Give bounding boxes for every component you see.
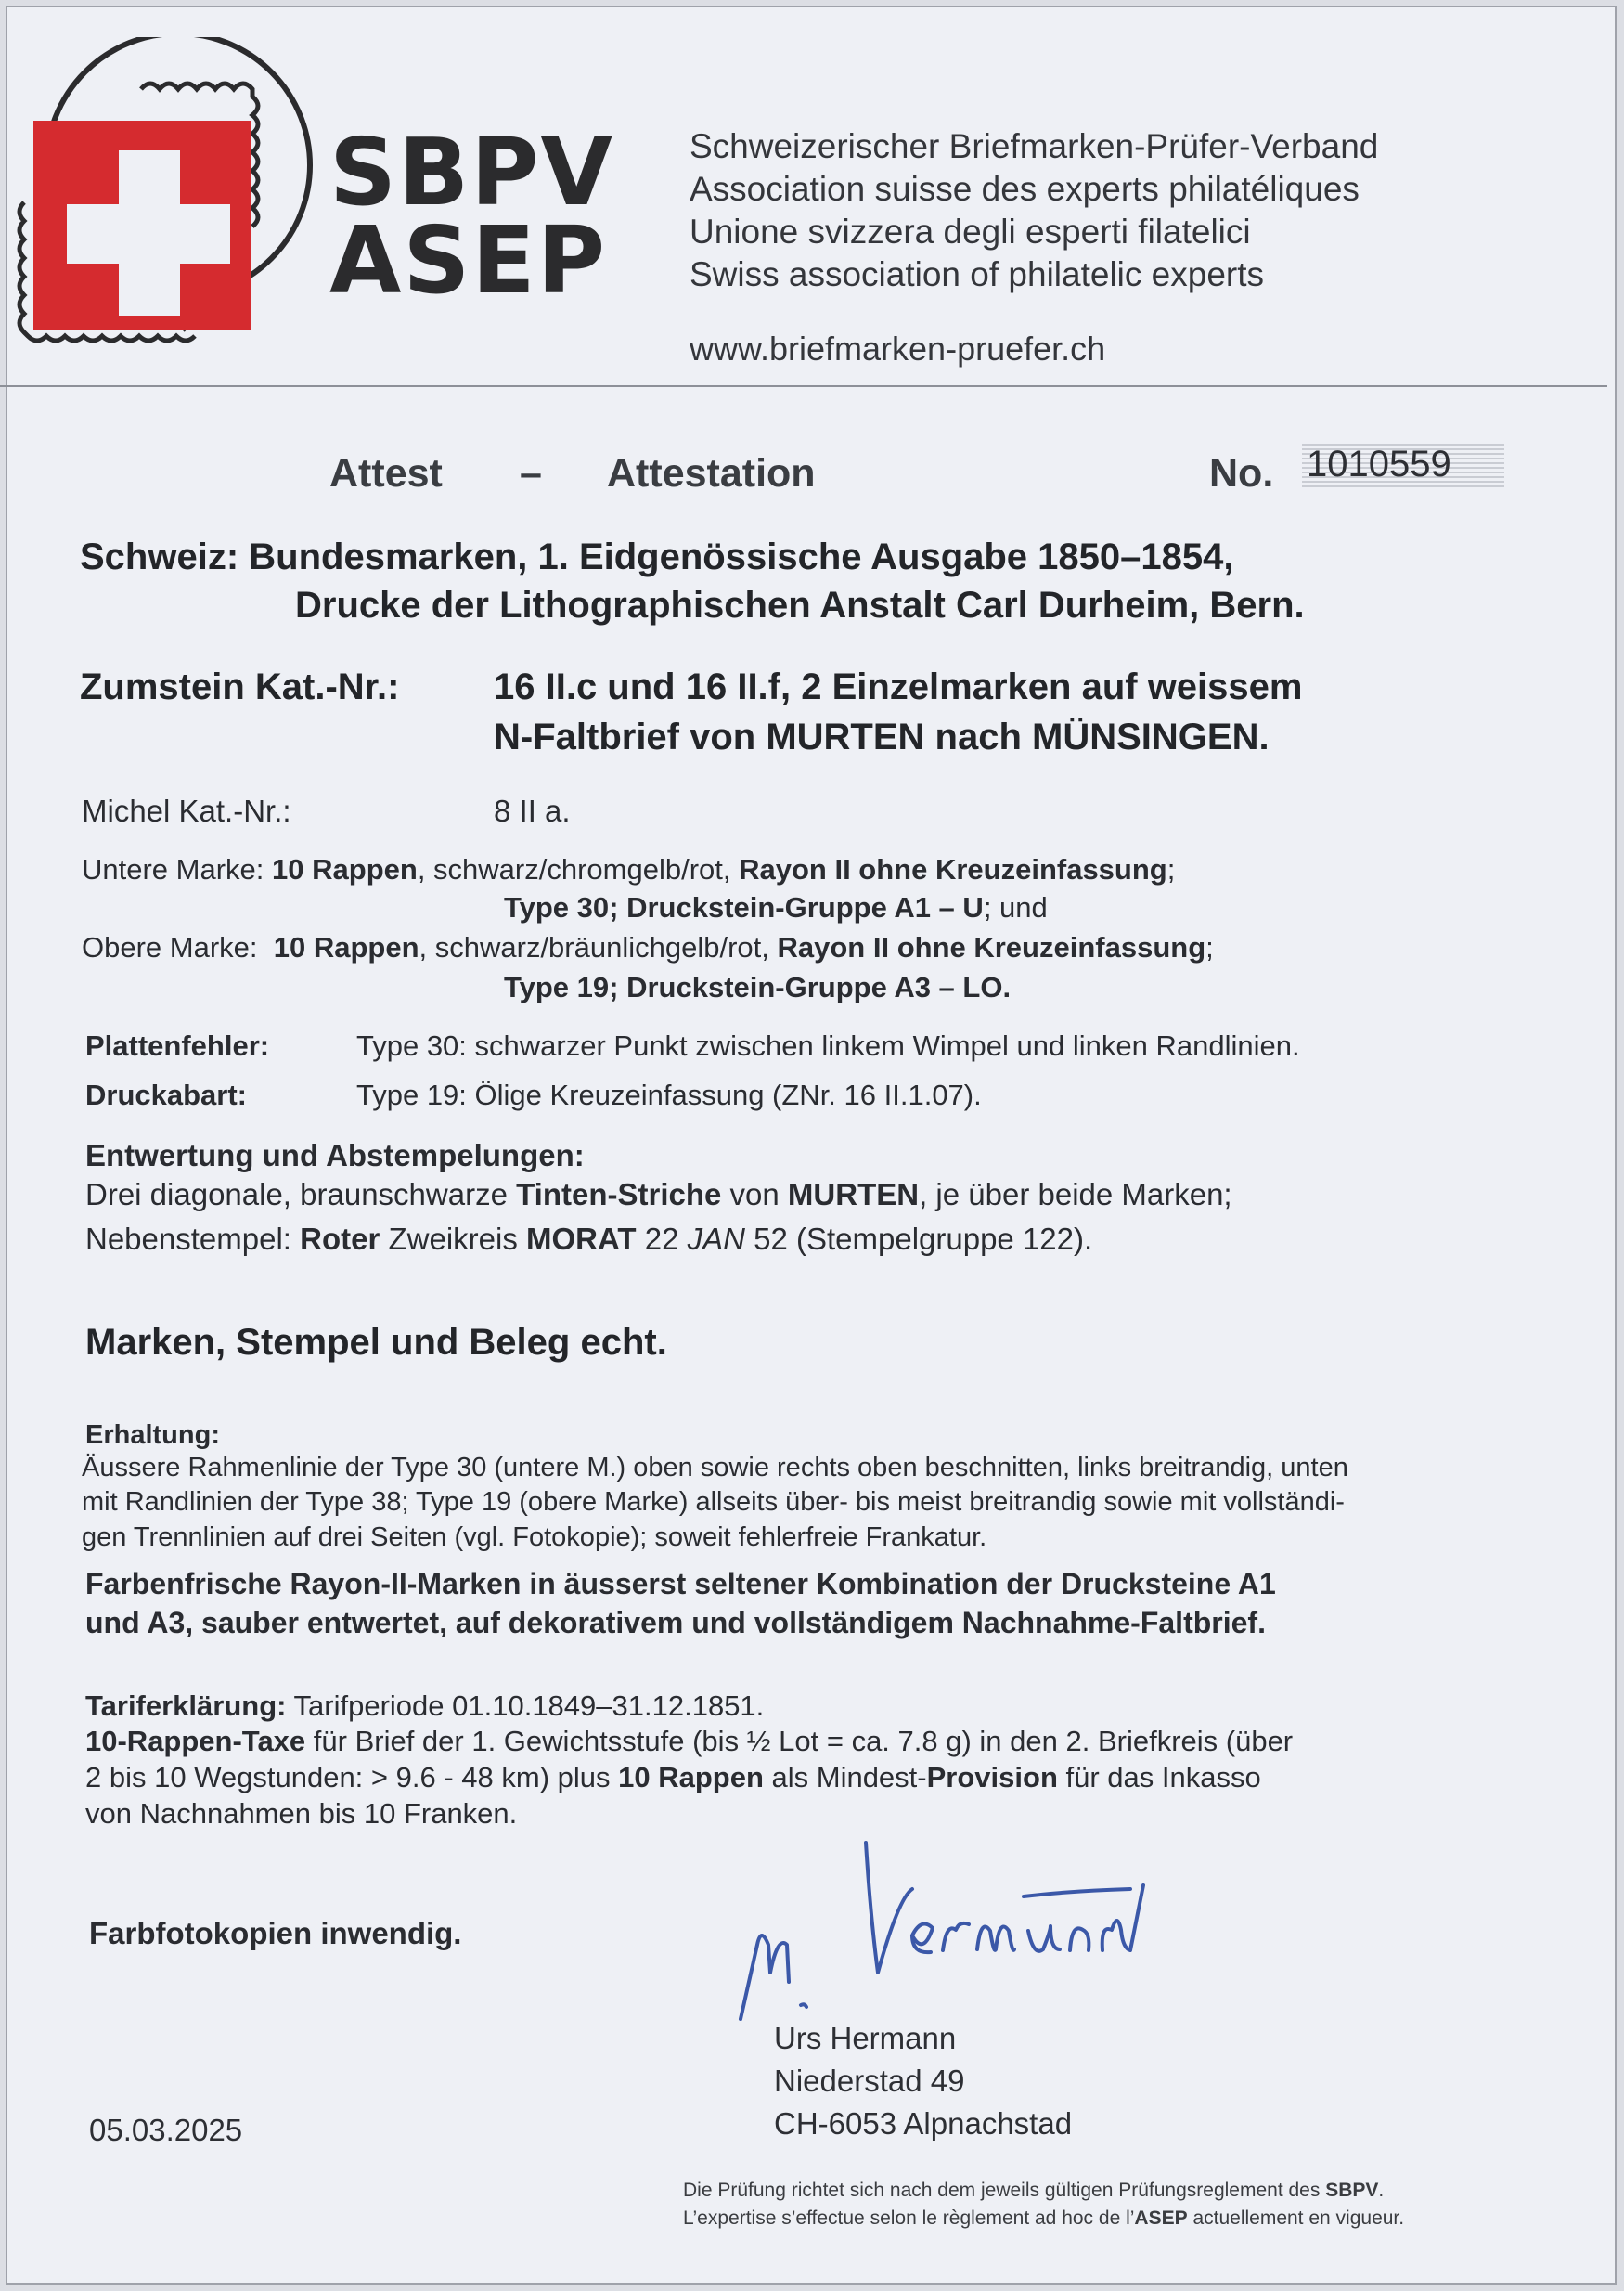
entwertung-title: Entwertung und Abstempelungen: — [85, 1138, 585, 1172]
handwritten-signature — [713, 1833, 1270, 2028]
untere-type-line — [504, 891, 1048, 925]
tarif-l3b: 10 Rappen — [618, 1761, 764, 1793]
tarif-line-2 — [85, 1725, 1293, 1758]
druckabart-value: Type 19: Ölige Kreuzeinfassung (ZNr. 16 II.1.07). — [356, 1079, 982, 1111]
entwertung-l2c: Zweikreis — [380, 1222, 527, 1256]
obere-marke-line — [82, 931, 1214, 964]
obere-label: Obere Marke: — [82, 931, 258, 964]
untere-end: ; — [1166, 853, 1176, 886]
plattenfehler-label: Plattenfehler: — [85, 1029, 270, 1062]
attest-dash: – — [520, 451, 542, 496]
erhaltung-line-3: gen Trennlinien auf drei Seiten (vgl. Fotokopie); soweit fehlerfreie Frankatur. — [82, 1522, 987, 1552]
entwertung-l2d: MORAT — [526, 1222, 637, 1256]
zumstein-line-1: 16 II.c und 16 II.f, 2 Einzelmarken auf weissem — [494, 667, 1303, 707]
footer-line-fr — [683, 2207, 1404, 2230]
entwertung-l2e: 22 — [636, 1222, 688, 1256]
untere-rayon: Rayon II ohne Kreuzeinfassung — [739, 853, 1167, 886]
untere-value: 10 Rappen — [272, 853, 418, 886]
attest-label: Attest — [329, 451, 443, 496]
entwertung-l1e: , je über beide Marken; — [919, 1177, 1232, 1211]
obere-color: , schwarz/bräunlichgelb/rot, — [419, 931, 778, 964]
header-divider — [0, 385, 1607, 387]
footer-line-de — [683, 2180, 1384, 2202]
entwertung-l2b: Roter — [300, 1222, 380, 1256]
druckabart-label: Druckabart: — [85, 1079, 247, 1111]
footer-l1a: Die Prüfung richtet sich nach dem jeweils gültigen Prüfungsreglement des — [683, 2180, 1326, 2201]
entwertung-l2a: Nebenstempel: — [85, 1222, 301, 1256]
tarif-l3e: für das Inkasso — [1057, 1761, 1261, 1793]
tarif-l2a: 10-Rappen-Taxe — [85, 1725, 306, 1757]
entwertung-line-1 — [85, 1177, 1232, 1212]
plattenfehler-value: Type 30: schwarzer Punkt zwischen linkem Wimpel und linken Randlinien. — [356, 1029, 1300, 1062]
brand-wordmark — [329, 118, 614, 315]
sbpv-stamp-logo — [11, 37, 327, 353]
heading-line-1: Schweiz: Bundesmarken, 1. Eidgenössische Ausgabe 1850–1854, — [80, 537, 1234, 577]
heading-line-2: Drucke der Lithographischen Anstalt Carl Durheim, Bern. — [295, 585, 1305, 626]
signer-address — [774, 2017, 1072, 2145]
certificate-number: 1010559 — [1307, 444, 1451, 485]
obere-end: ; — [1205, 931, 1214, 964]
entwertung-l2g: 52 (Stempelgruppe 122). — [744, 1222, 1093, 1256]
brand-line-1: SBPV — [329, 118, 614, 227]
michel-value: 8 II a. — [494, 794, 571, 828]
untere-color: , schwarz/chromgelb/rot, — [417, 853, 740, 886]
footer-l1b: SBPV — [1325, 2180, 1379, 2201]
footer-l2b: ASEP — [1134, 2207, 1188, 2229]
footer-l2a: L’expertise s’effectue selon le règlement ad hoc de l’ — [683, 2207, 1135, 2229]
tarif-label: Tariferklärung: — [85, 1689, 287, 1722]
tarif-line-3 — [85, 1761, 1261, 1794]
zumstein-line-2: N-Faltbrief von MURTEN nach MÜNSINGEN. — [494, 717, 1270, 757]
entwertung-l1c: von — [721, 1177, 788, 1211]
erhaltung-summary-2: und A3, sauber entwertet, auf dekorativem und vollständigem Nachnahme-Faltbrief. — [85, 1606, 1266, 1639]
michel-label: Michel Kat.-Nr.: — [82, 794, 291, 828]
entwertung-l1a: Drei diagonale, braunschwarze — [85, 1177, 517, 1211]
tarif-l3a: 2 bis 10 Wegstunden: > 9.6 - 48 km) plus — [85, 1761, 619, 1793]
signer-street: Niederstad 49 — [774, 2064, 965, 2098]
tarif-line-1 — [85, 1689, 764, 1723]
footer-l1c: . — [1378, 2180, 1385, 2201]
untere-type: Type 30; Druckstein-Gruppe A1 – U — [504, 891, 984, 924]
tarif-l3d: Provision — [926, 1761, 1058, 1793]
obere-type: Type 19; Druckstein-Gruppe A3 – LO. — [504, 971, 1012, 1003]
association-en: Swiss association of philatelic experts — [690, 255, 1265, 293]
untere-label: Untere Marke: — [82, 853, 264, 886]
association-names — [690, 125, 1378, 296]
entwertung-l2f: JAN — [687, 1222, 745, 1256]
untere-marke-line — [82, 853, 1175, 887]
certificate-date: 05.03.2025 — [89, 2113, 243, 2147]
attestation-label: Attestation — [607, 451, 816, 496]
obere-rayon: Rayon II ohne Kreuzeinfassung — [777, 931, 1206, 964]
signer-name: Urs Hermann — [774, 2021, 957, 2055]
entwertung-line-2 — [85, 1222, 1092, 1257]
tarif-l2b: für Brief der 1. Gewichtsstufe (bis ½ Lot = ca. 7.8 g) in den 2. Briefkreis (über — [305, 1725, 1294, 1757]
signer-city: CH-6053 Alpnachstad — [774, 2106, 1073, 2141]
footer-l2c: actuellement en vigueur. — [1187, 2207, 1405, 2229]
number-label: No. — [1209, 451, 1274, 496]
erhaltung-title: Erhaltung: — [85, 1420, 220, 1450]
erhaltung-line-2: mit Randlinien der Type 38; Type 19 (obere Marke) allseits über- bis meist breitrandig sowie mit vollständi- — [82, 1487, 1345, 1517]
website-link[interactable]: www.briefmarken-pruefer.ch — [690, 330, 1106, 368]
association-fr: Association suisse des experts philatéliques — [690, 170, 1360, 208]
photocopy-note: Farbfotokopien inwendig. — [89, 1916, 462, 1950]
tarif-period: Tarifperiode 01.10.1849–31.12.1851. — [286, 1689, 765, 1722]
erhaltung-line-1: Äussere Rahmenlinie der Type 30 (untere M.) oben sowie rechts oben beschnitten, links breitrandig, unten — [82, 1453, 1348, 1482]
untere-tail: ; und — [983, 891, 1048, 924]
tarif-l3c: als Mindest- — [763, 1761, 927, 1793]
obere-value: 10 Rappen — [273, 931, 419, 964]
entwertung-l1d: MURTEN — [787, 1177, 920, 1211]
tarif-line-4: von Nachnahmen bis 10 Franken. — [85, 1797, 518, 1830]
entwertung-l1b: Tinten-Striche — [516, 1177, 722, 1211]
erhaltung-summary-1: Farbenfrische Rayon-II-Marken in äusserst seltener Kombination der Drucksteine A1 — [85, 1567, 1276, 1600]
association-de: Schweizerischer Briefmarken-Prüfer-Verband — [690, 127, 1379, 165]
zumstein-label: Zumstein Kat.-Nr.: — [80, 667, 400, 707]
association-it: Unione svizzera degli esperti filatelici — [690, 213, 1251, 251]
brand-line-2: ASEP — [329, 206, 608, 315]
authenticity-statement: Marken, Stempel und Beleg echt. — [85, 1322, 667, 1363]
